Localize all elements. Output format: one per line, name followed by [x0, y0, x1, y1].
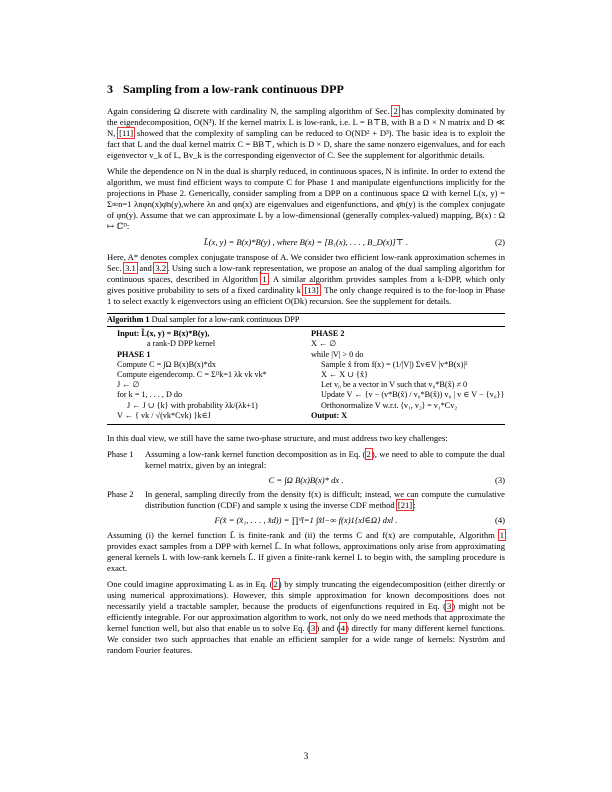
text: Again considering Ω discrete with cardinality N, the sampling algorithm of Sec. [107, 106, 390, 116]
citation-link[interactable]: [21] [397, 500, 413, 511]
section-link[interactable]: 3.1 [125, 263, 136, 273]
text: While the dependence on N in the dual is sharply reduced, in continuous spaces, N is infinite. In order to extend the algorithm, we must find efficient ways to compute C for Phase 1 and manipulate eigenfunctions implicitly for the projections in Phase 2. Generically, consider sampling from a DPP on a continuous space Ω with kernel L(x, y) = Σ∞n=1 λnφn(x)φ̄n(y),where λn and φn(x) are eigenvalues and eigenfunctions, and φ̄n(y) is the complex conjugate of φn(y). Assume that we can approximate L by a low-dimensional (generally complex-valued) mapping, B(x) : Ω ↦ ℂᴰ: [107, 166, 505, 231]
algorithm-line: PHASE 1 [117, 349, 151, 359]
algorithm-line: X ← ∅ [311, 339, 337, 349]
algorithm-line: Output: X [311, 410, 348, 420]
paragraph-2 [107, 166, 505, 232]
paragraph-4 [107, 433, 505, 444]
phase-label: Phase 1 [107, 449, 134, 460]
text: provides exact samples from a DPP with kernel L̃. In what follows, approximations only arise from approximating general kernels L with low-rank kernels L̃. If given a finite-rank kernel L to begin with, the sampling procedure is exact. [107, 541, 505, 574]
algorithm-line: X ← X ∪ {x̂} [321, 370, 369, 380]
algorithm-line: Compute C = ∫Ω B(x)B(x)*dx [117, 359, 216, 369]
algorithm-body [107, 327, 505, 424]
equation-link[interactable]: 2 [366, 449, 371, 460]
algorithm-line: Input: L̃(x, y) = B(x)*B(y), [117, 329, 210, 339]
equation-link[interactable]: 2 [273, 579, 278, 590]
text: Assuming a low-rank kernel function decomposition as in Eq. ( [145, 449, 366, 460]
text: . A similar algorithm provides samples from a k-DPP, which only gives positive probability to sets of a fixed cardinality k [107, 274, 505, 295]
text: : [413, 500, 416, 511]
algorithm-line: Let v₀ be a vector in V such that v₀*B(x̂) ≠ 0 [321, 380, 468, 390]
algorithm-label: Algorithm 1 [107, 315, 150, 324]
equation-body: F(x̂ = (x̂₁, . . . , x̂d)) = ∏ᵈl=1 ∫x̂l−∞ f(x)1{xl∈Ω} dxl . [214, 515, 398, 526]
algorithm-line: J ← ∅ [117, 380, 140, 390]
text: ) by simply truncating the eigendecomposition (either directly or using numerical approximations). However, this simple approximation for known decompositions does not necessarily yield a tractable sampler, because the products of eigenfunctions required in Eq. ( [107, 579, 505, 612]
paragraph-1 [107, 106, 505, 161]
phase-1-item [107, 449, 505, 471]
algorithm-line: Sample x̂ from f(x) = (1/|V|) Σv∈V |v*B(x)|² [321, 359, 468, 369]
equation-body: L̃(x, y) = B(x)*B(y) , where B(x) = [B₁(x), . . . , B_D(x)]⊤ . [203, 237, 409, 247]
section-link[interactable]: 2 [393, 106, 398, 116]
algorithm-right-column [311, 329, 505, 421]
text: In this dual view, we still have the same two-phase structure, and must address two key challenges: [107, 433, 448, 444]
equation-link[interactable]: 3 [311, 623, 316, 634]
equation-link[interactable]: 3 [447, 601, 452, 612]
page-content [107, 70, 505, 661]
algorithm-line: J ← J ∪ {k} with probability λk/(λk+1) [127, 400, 258, 410]
algorithm-link[interactable]: 1 [262, 274, 267, 284]
citation-link[interactable]: [11] [119, 128, 134, 138]
algorithm-link[interactable]: 1 [499, 530, 504, 541]
section-number: 3 [107, 82, 113, 96]
paragraph-6 [107, 579, 505, 656]
equation-number: (2) [494, 237, 505, 247]
algorithm-line: Update V ← {v − (v*B(x̂) / v₀*B(x̂)) v₀ | v ∈ V − {v₀}} [321, 390, 505, 400]
text: showed that the complexity of sampling can be reduced to O(ND² + D³). The basic idea is to exploit the fact that L and the dual kernel matrix C = BB⊤, which is D × D, share the same nonzero eigenvalues, and for each eigenvector v_k of L, Bv_k is the corresponding eigenvector of C. See the supplement for algorithmic details. [107, 128, 505, 160]
text: Assuming (i) the kernel function L̃ is finite-rank and (ii) the terms C and f(x) are computable, Algorithm [107, 530, 495, 541]
equation-2 [107, 237, 505, 248]
phase-text [145, 489, 505, 511]
text: ) might not be efficiently integrable. For our approximation algorithm to work, not only do we need methods that approximate the kernel function well, but also that enable us to solve Eq. ( [107, 601, 505, 634]
text: and [139, 263, 152, 273]
algorithm-box [107, 313, 505, 425]
equation-link[interactable]: 4 [340, 623, 345, 634]
page-number: 3 [303, 751, 309, 761]
text: ), we need to able to compute the dual kernel matrix, given by an integral: [145, 449, 505, 471]
algorithm-line: Orthonormalize V w.r.t. ⟨v₁, v₂⟩ = v₁*Cv₂ [321, 400, 458, 410]
equation-number: (3) [494, 475, 505, 486]
phase-2-item [107, 489, 505, 511]
paragraph-5 [107, 530, 505, 574]
paragraph-3 [107, 252, 505, 307]
equation-4 [107, 515, 505, 526]
text: Here, A* denotes complex conjugate transpose of A. We consider two efficient low-rank approximation schemes in Sec. [107, 252, 505, 273]
citation-link[interactable]: [13] [304, 285, 319, 295]
algorithm-title: Dual sampler for a low-rank continuous DPP [151, 315, 300, 324]
section-title: Sampling from a low-rank continuous DPP [123, 82, 344, 96]
text: has complexity dominated by the eigendecomposition, O(N³). If the kernel matrix L is low-rank, i.e. L = B⊤B, with B a D × N matrix and D ≪ N, [107, 106, 505, 138]
algorithm-left-column [107, 329, 311, 421]
algorithm-line: PHASE 2 [311, 329, 345, 339]
text: . Using such a low-rank representation, we propose an analog of the dual sampling algorithm for continuous spaces, described in Algorithm [107, 263, 505, 284]
section-heading [107, 82, 505, 97]
phase-text [145, 449, 505, 471]
algorithm-line: Compute eigendecomp. C = Σᴰk=1 λk vk vk* [117, 370, 267, 380]
equation-3 [107, 475, 505, 485]
equation-body: C = ∫Ω B(x)B(x)* dx . [268, 475, 344, 486]
text: . The only change required is to the for-loop in Phase 1 to select exactly k eigenvectors using an efficient O(Dk) recursion. See the supplement for details. [107, 285, 505, 306]
algorithm-line: V ← { vk / √(vk*Cvk) }k∈J [117, 410, 211, 420]
algorithm-line: while |V| > 0 do [311, 349, 364, 359]
algorithm-line: for k = 1, . . . , D do [117, 390, 183, 400]
equation-number: (4) [494, 515, 505, 526]
text: In general, sampling directly from the density f(x) is difficult; instead, we can compute the cumulative distribution function (CDF) and sample x using the inverse CDF method [145, 489, 505, 511]
phase-label: Phase 2 [107, 489, 134, 500]
algorithm-line: a rank-D DPP kernel [147, 339, 216, 349]
text: ) and ( [316, 623, 340, 634]
algorithm-header [107, 314, 505, 327]
text: ) directly for many different kernel functions. We consider two such approaches that enable an efficient sampler for a wide range of kernels: Nyström and random Fourier features. [107, 623, 505, 656]
section-link[interactable]: 3.2 [155, 263, 167, 273]
text: One could imagine approximating L as in Eq. ( [107, 579, 273, 590]
